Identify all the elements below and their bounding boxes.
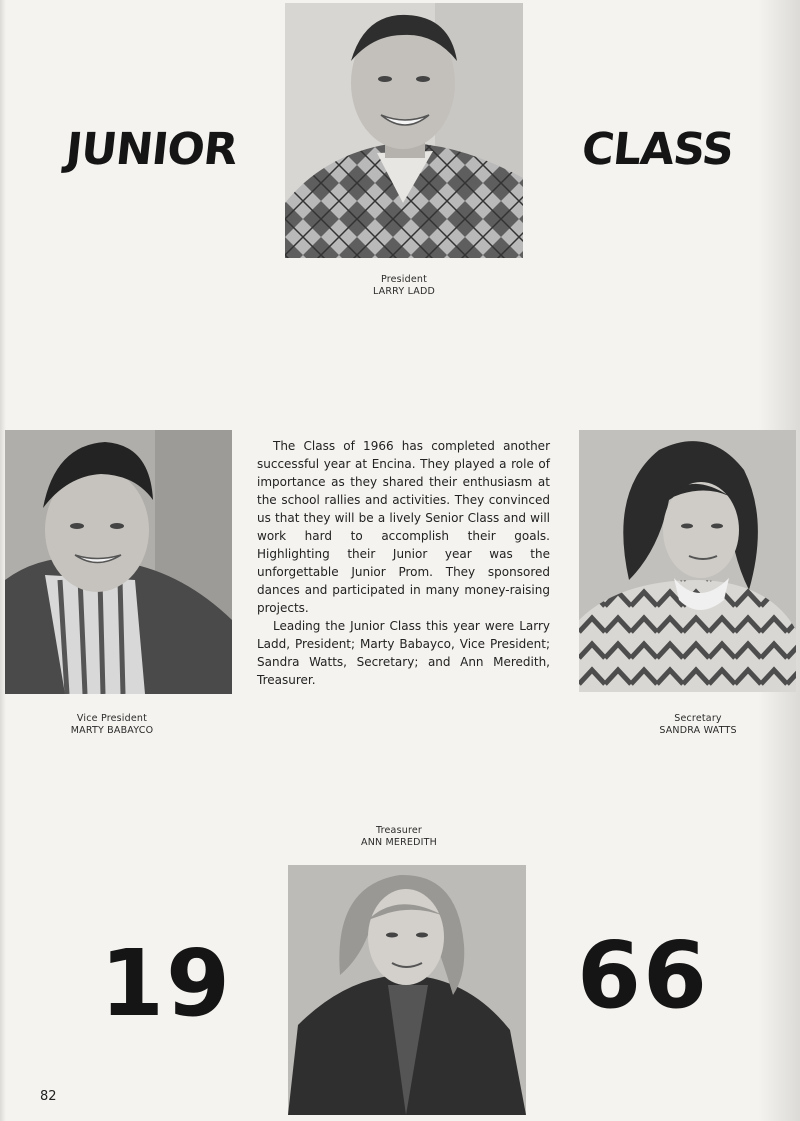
treasurer-photo <box>288 865 526 1115</box>
secretary-title: Secretary <box>674 713 722 724</box>
vice-president-title: Vice President <box>76 713 148 724</box>
president-name: LARRY LADD <box>372 286 436 297</box>
secretary-caption <box>623 713 773 737</box>
headline-year-66: 66 <box>577 922 710 1029</box>
secretary-name: SANDRA WATTS <box>659 725 737 736</box>
treasurer-caption <box>324 825 474 849</box>
headline-year-19: 19 <box>100 930 233 1037</box>
secretary-photo <box>579 430 796 692</box>
headline-class: CLASS <box>579 124 736 175</box>
vice-president-caption <box>32 713 192 737</box>
description-paragraph-1: The Class of 1966 has completed another successful year at Encina. They played a role of importance as they shared their enthusiasm at the school rallies and activities. They convinced us that they will be a lively Senior Class and will work hard to accomplish their goals. Highlighting their Junior year was the unforgettable Junior Prom. They sponsored dances and participated in many money-raising projects. <box>257 439 550 615</box>
headline-junior: JUNIOR <box>63 124 240 175</box>
vice-president-photo <box>5 430 232 694</box>
page-number: 82 <box>40 1089 57 1104</box>
description-paragraph-2: Leading the Junior Class this year were Larry Ladd, President; Marty Babayco, Vice President; Sandra Watts, Secretary; and Ann Meredith, Treasurer. <box>257 619 550 687</box>
class-description <box>257 437 550 689</box>
treasurer-name: ANN MEREDITH <box>361 837 437 848</box>
vice-president-name: MARTY BABAYCO <box>70 725 154 736</box>
president-title: President <box>380 274 428 285</box>
treasurer-title: Treasurer <box>376 825 422 836</box>
president-photo <box>285 3 523 258</box>
president-caption <box>329 274 479 298</box>
